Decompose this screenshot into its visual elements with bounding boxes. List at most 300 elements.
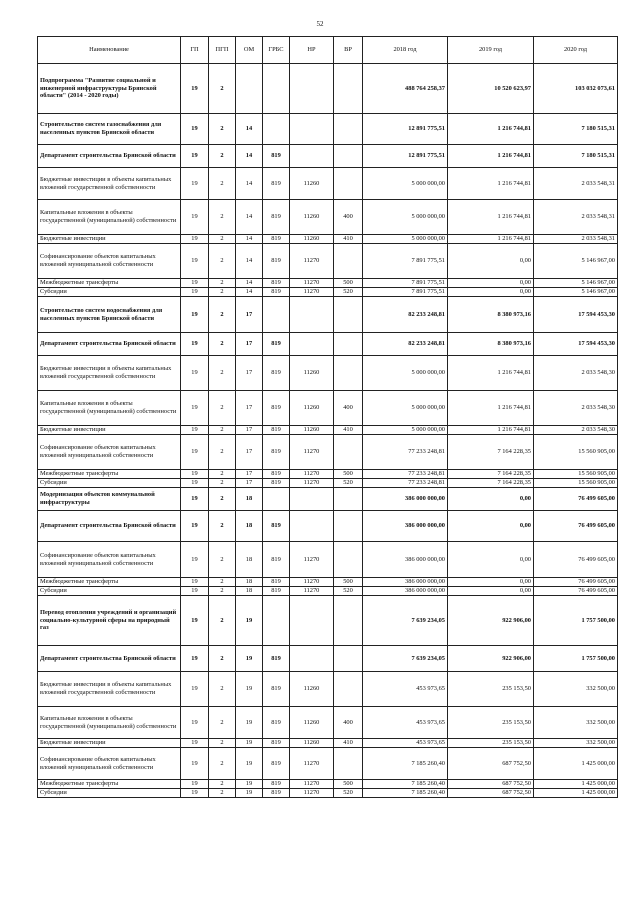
cell-nr: 11270 [290, 748, 334, 780]
cell-grbs: 819 [263, 780, 290, 789]
cell-grbs: 819 [263, 426, 290, 435]
cell-name: Бюджетные инвестиции [38, 426, 181, 435]
table-row [38, 707, 618, 739]
cell-nr [290, 145, 334, 168]
cell-nr: 11270 [290, 470, 334, 479]
table-row [38, 596, 618, 646]
cell-nr [290, 114, 334, 145]
cell-2018: 7 891 775,51 [363, 279, 448, 288]
cell-pgp: 2 [209, 288, 236, 297]
cell-2018: 5 000 000,00 [363, 356, 448, 391]
cell-grbs: 819 [263, 435, 290, 470]
cell-om: 19 [236, 672, 263, 707]
cell-2020: 103 032 073,61 [534, 64, 618, 114]
cell-name: Департамент строительства Брянской области [38, 646, 181, 672]
cell-pgp: 2 [209, 542, 236, 578]
cell-name: Бюджетные инвестиции [38, 235, 181, 244]
table-row [38, 488, 618, 511]
cell-2020: 2 033 548,31 [534, 200, 618, 235]
cell-grbs: 819 [263, 470, 290, 479]
cell-vr: 410 [334, 235, 363, 244]
cell-2018: 488 764 258,37 [363, 64, 448, 114]
table-row [38, 288, 618, 297]
cell-2018: 7 185 260,40 [363, 789, 448, 798]
cell-grbs [263, 488, 290, 511]
cell-2019: 1 216 744,81 [448, 356, 534, 391]
cell-2018: 12 891 775,51 [363, 145, 448, 168]
cell-2020: 7 180 515,31 [534, 114, 618, 145]
cell-om: 14 [236, 279, 263, 288]
cell-grbs: 819 [263, 707, 290, 739]
cell-2020: 332 500,00 [534, 672, 618, 707]
cell-2019: 0,00 [448, 578, 534, 587]
cell-2020: 15 560 905,00 [534, 479, 618, 488]
cell-name: Субсидии [38, 288, 181, 297]
cell-grbs: 819 [263, 646, 290, 672]
cell-2018: 453 973,65 [363, 672, 448, 707]
cell-name: Бюджетные инвестиции в объекты капитальных вложений государственной собственности [38, 356, 181, 391]
cell-gp: 19 [181, 470, 209, 479]
cell-2019: 1 216 744,81 [448, 200, 534, 235]
cell-grbs: 819 [263, 279, 290, 288]
cell-2019: 7 164 228,35 [448, 435, 534, 470]
cell-2020: 5 146 967,00 [534, 288, 618, 297]
cell-grbs: 819 [263, 356, 290, 391]
cell-om: 18 [236, 488, 263, 511]
cell-grbs: 819 [263, 748, 290, 780]
column-header-om: ОМ [236, 37, 263, 64]
cell-2020: 1 425 000,00 [534, 789, 618, 798]
cell-2019: 687 752,50 [448, 789, 534, 798]
table-row [38, 780, 618, 789]
cell-2018: 386 000 000,00 [363, 578, 448, 587]
cell-2018: 77 233 248,81 [363, 470, 448, 479]
table-row [38, 244, 618, 279]
cell-gp: 19 [181, 200, 209, 235]
cell-2018: 5 000 000,00 [363, 235, 448, 244]
cell-nr: 11270 [290, 435, 334, 470]
cell-pgp: 2 [209, 200, 236, 235]
cell-2019: 1 216 744,81 [448, 168, 534, 200]
cell-gp: 19 [181, 333, 209, 356]
cell-om: 19 [236, 596, 263, 646]
cell-pgp: 2 [209, 470, 236, 479]
cell-2020: 76 499 605,00 [534, 578, 618, 587]
cell-2020: 15 560 905,00 [534, 470, 618, 479]
cell-om: 14 [236, 168, 263, 200]
cell-2019: 1 216 744,81 [448, 114, 534, 145]
table-row [38, 435, 618, 470]
cell-2019: 7 164 228,35 [448, 470, 534, 479]
cell-pgp: 2 [209, 235, 236, 244]
cell-2019: 235 153,50 [448, 672, 534, 707]
cell-pgp: 2 [209, 511, 236, 542]
cell-grbs: 819 [263, 511, 290, 542]
cell-vr [334, 542, 363, 578]
cell-2018: 77 233 248,81 [363, 435, 448, 470]
cell-nr: 11260 [290, 200, 334, 235]
cell-nr [290, 333, 334, 356]
cell-vr: 500 [334, 780, 363, 789]
cell-2020: 2 033 548,31 [534, 168, 618, 200]
table-row [38, 672, 618, 707]
cell-name: Департамент строительства Брянской области [38, 511, 181, 542]
cell-name: Межбюджетные трансферты [38, 578, 181, 587]
cell-pgp: 2 [209, 279, 236, 288]
cell-name: Субсидии [38, 479, 181, 488]
cell-vr: 500 [334, 279, 363, 288]
table-row [38, 333, 618, 356]
cell-om: 19 [236, 707, 263, 739]
cell-name: Модернизация объектов коммунальной инфраструктуры [38, 488, 181, 511]
cell-om: 17 [236, 356, 263, 391]
column-header-pgp: ПГП [209, 37, 236, 64]
table-row [38, 470, 618, 479]
cell-grbs: 819 [263, 168, 290, 200]
cell-name: Капитальные вложения в объекты государственной (муниципальной) собственности [38, 707, 181, 739]
cell-gp: 19 [181, 426, 209, 435]
cell-2019: 0,00 [448, 542, 534, 578]
cell-2020: 76 499 605,00 [534, 511, 618, 542]
table-row [38, 297, 618, 333]
cell-name: Бюджетные инвестиции в объекты капитальных вложений государственной собственности [38, 672, 181, 707]
table-row [38, 578, 618, 587]
cell-2020: 5 146 967,00 [534, 244, 618, 279]
cell-2020: 76 499 605,00 [534, 587, 618, 596]
cell-2020: 2 033 548,31 [534, 235, 618, 244]
cell-2020: 1 757 500,00 [534, 646, 618, 672]
cell-2018: 7 891 775,51 [363, 244, 448, 279]
cell-om: 19 [236, 739, 263, 748]
cell-vr: 410 [334, 739, 363, 748]
cell-vr [334, 672, 363, 707]
cell-2019: 8 380 973,16 [448, 297, 534, 333]
cell-gp: 19 [181, 780, 209, 789]
cell-vr [334, 297, 363, 333]
column-header-2018: 2018 год [363, 37, 448, 64]
cell-2019: 922 906,00 [448, 596, 534, 646]
cell-2018: 386 000 000,00 [363, 488, 448, 511]
cell-grbs: 819 [263, 200, 290, 235]
cell-name: Строительство систем газоснабжения для населенных пунктов Брянской области [38, 114, 181, 145]
cell-vr [334, 646, 363, 672]
cell-2018: 77 233 248,81 [363, 479, 448, 488]
cell-pgp: 2 [209, 739, 236, 748]
cell-name: Софинансирование объектов капитальных вложений муниципальной собственности [38, 748, 181, 780]
cell-nr: 11260 [290, 235, 334, 244]
cell-2019: 1 216 744,81 [448, 426, 534, 435]
cell-om: 17 [236, 470, 263, 479]
cell-om: 14 [236, 288, 263, 297]
cell-gp: 19 [181, 646, 209, 672]
cell-pgp: 2 [209, 707, 236, 739]
cell-gp: 19 [181, 789, 209, 798]
cell-vr: 520 [334, 789, 363, 798]
cell-om [236, 64, 263, 114]
cell-nr: 11270 [290, 542, 334, 578]
table-row [38, 542, 618, 578]
cell-vr [334, 596, 363, 646]
table-row [38, 426, 618, 435]
cell-gp: 19 [181, 511, 209, 542]
cell-2019: 7 164 228,35 [448, 479, 534, 488]
cell-gp: 19 [181, 488, 209, 511]
cell-2019: 0,00 [448, 488, 534, 511]
cell-2018: 12 891 775,51 [363, 114, 448, 145]
cell-2019: 10 520 623,97 [448, 64, 534, 114]
table-row [38, 587, 618, 596]
cell-2020: 1 757 500,00 [534, 596, 618, 646]
column-header-2020: 2020 год [534, 37, 618, 64]
cell-pgp: 2 [209, 672, 236, 707]
cell-2019: 1 216 744,81 [448, 391, 534, 426]
cell-vr [334, 356, 363, 391]
cell-om: 17 [236, 426, 263, 435]
cell-nr: 11270 [290, 587, 334, 596]
cell-nr: 11260 [290, 707, 334, 739]
cell-om: 19 [236, 646, 263, 672]
cell-2020: 76 499 605,00 [534, 542, 618, 578]
table-row [38, 64, 618, 114]
table-row [38, 145, 618, 168]
cell-pgp: 2 [209, 578, 236, 587]
cell-2019: 1 216 744,81 [448, 145, 534, 168]
cell-grbs: 819 [263, 244, 290, 279]
cell-2020: 76 499 605,00 [534, 488, 618, 511]
cell-2020: 1 425 000,00 [534, 780, 618, 789]
table-row [38, 114, 618, 145]
cell-vr [334, 145, 363, 168]
cell-grbs [263, 596, 290, 646]
cell-2018: 5 000 000,00 [363, 426, 448, 435]
cell-gp: 19 [181, 707, 209, 739]
cell-2020: 1 425 000,00 [534, 748, 618, 780]
cell-pgp: 2 [209, 356, 236, 391]
cell-vr: 520 [334, 587, 363, 596]
cell-om: 17 [236, 297, 263, 333]
table-row [38, 748, 618, 780]
cell-gp: 19 [181, 479, 209, 488]
cell-om: 14 [236, 235, 263, 244]
cell-2019: 1 216 744,81 [448, 235, 534, 244]
table-row [38, 279, 618, 288]
cell-2018: 5 000 000,00 [363, 391, 448, 426]
cell-om: 19 [236, 748, 263, 780]
cell-gp: 19 [181, 739, 209, 748]
cell-nr [290, 488, 334, 511]
cell-gp: 19 [181, 235, 209, 244]
cell-gp: 19 [181, 435, 209, 470]
cell-2020: 332 500,00 [534, 739, 618, 748]
cell-gp: 19 [181, 542, 209, 578]
cell-gp: 19 [181, 748, 209, 780]
cell-2018: 453 973,65 [363, 739, 448, 748]
cell-vr [334, 488, 363, 511]
cell-grbs: 819 [263, 145, 290, 168]
cell-nr: 11260 [290, 391, 334, 426]
table-row [38, 646, 618, 672]
cell-om: 18 [236, 578, 263, 587]
cell-gp: 19 [181, 145, 209, 168]
cell-nr: 11270 [290, 789, 334, 798]
cell-gp: 19 [181, 578, 209, 587]
cell-pgp: 2 [209, 479, 236, 488]
cell-name: Софинансирование объектов капитальных вложений муниципальной собственности [38, 244, 181, 279]
cell-name: Межбюджетные трансферты [38, 470, 181, 479]
column-header-2019: 2019 год [448, 37, 534, 64]
cell-vr: 410 [334, 426, 363, 435]
cell-2019: 0,00 [448, 244, 534, 279]
cell-om: 17 [236, 333, 263, 356]
cell-2018: 7 891 775,51 [363, 288, 448, 297]
cell-om: 18 [236, 587, 263, 596]
cell-nr: 11270 [290, 578, 334, 587]
table-row [38, 391, 618, 426]
cell-grbs [263, 114, 290, 145]
cell-grbs: 819 [263, 479, 290, 488]
cell-2020: 2 033 548,30 [534, 426, 618, 435]
budget-table [37, 36, 618, 798]
cell-grbs: 819 [263, 235, 290, 244]
cell-2018: 82 233 248,81 [363, 333, 448, 356]
cell-vr [334, 333, 363, 356]
cell-gp: 19 [181, 114, 209, 145]
cell-vr: 400 [334, 391, 363, 426]
cell-name: Капитальные вложения в объекты государственной (муниципальной) собственности [38, 200, 181, 235]
cell-pgp: 2 [209, 297, 236, 333]
cell-2018: 5 000 000,00 [363, 200, 448, 235]
cell-nr: 11260 [290, 426, 334, 435]
cell-nr [290, 596, 334, 646]
cell-grbs: 819 [263, 333, 290, 356]
cell-name: Софинансирование объектов капитальных вложений муниципальной собственности [38, 435, 181, 470]
cell-name: Бюджетные инвестиции [38, 739, 181, 748]
cell-om: 18 [236, 542, 263, 578]
cell-pgp: 2 [209, 114, 236, 145]
cell-pgp: 2 [209, 587, 236, 596]
column-header-grbs: ГРБС [263, 37, 290, 64]
cell-name: Департамент строительства Брянской области [38, 145, 181, 168]
cell-pgp: 2 [209, 244, 236, 279]
table-row [38, 739, 618, 748]
cell-pgp: 2 [209, 646, 236, 672]
cell-pgp: 2 [209, 145, 236, 168]
cell-grbs [263, 297, 290, 333]
cell-pgp: 2 [209, 596, 236, 646]
cell-pgp: 2 [209, 64, 236, 114]
cell-vr: 520 [334, 288, 363, 297]
cell-grbs: 819 [263, 739, 290, 748]
cell-2019: 235 153,50 [448, 707, 534, 739]
cell-gp: 19 [181, 356, 209, 391]
table-row [38, 479, 618, 488]
cell-vr [334, 114, 363, 145]
cell-name: Перевод отопления учреждений и организаций социально-культурной сферы на природный газ [38, 596, 181, 646]
cell-name: Подпрограмма "Развитие социальной и инженерной инфраструктуры Брянской области" (2014 - 2020 годы) [38, 64, 181, 114]
cell-gp: 19 [181, 596, 209, 646]
cell-2020: 2 033 548,30 [534, 391, 618, 426]
cell-gp: 19 [181, 297, 209, 333]
cell-name: Капитальные вложения в объекты государственной (муниципальной) собственности [38, 391, 181, 426]
cell-vr [334, 244, 363, 279]
cell-nr: 11270 [290, 244, 334, 279]
cell-gp: 19 [181, 288, 209, 297]
cell-2018: 7 185 260,40 [363, 780, 448, 789]
column-header-vr: ВР [334, 37, 363, 64]
cell-nr [290, 646, 334, 672]
cell-om: 14 [236, 244, 263, 279]
cell-nr: 11260 [290, 356, 334, 391]
cell-2019: 922 906,00 [448, 646, 534, 672]
cell-nr [290, 511, 334, 542]
cell-grbs: 819 [263, 288, 290, 297]
cell-pgp: 2 [209, 391, 236, 426]
cell-vr: 400 [334, 200, 363, 235]
cell-grbs: 819 [263, 391, 290, 426]
cell-grbs: 819 [263, 578, 290, 587]
cell-2018: 7 639 234,05 [363, 596, 448, 646]
column-header-name: Наименование [38, 37, 181, 64]
cell-name: Департамент строительства Брянской области [38, 333, 181, 356]
cell-vr: 500 [334, 578, 363, 587]
cell-grbs: 819 [263, 587, 290, 596]
cell-2018: 7 185 260,40 [363, 748, 448, 780]
cell-2019: 687 752,50 [448, 748, 534, 780]
cell-2018: 386 000 000,00 [363, 587, 448, 596]
cell-om: 14 [236, 200, 263, 235]
cell-pgp: 2 [209, 168, 236, 200]
table-row [38, 356, 618, 391]
cell-om: 18 [236, 511, 263, 542]
cell-om: 17 [236, 479, 263, 488]
cell-vr [334, 748, 363, 780]
cell-gp: 19 [181, 64, 209, 114]
cell-om: 19 [236, 789, 263, 798]
cell-gp: 19 [181, 391, 209, 426]
cell-2020: 5 146 967,00 [534, 279, 618, 288]
cell-2018: 5 000 000,00 [363, 168, 448, 200]
cell-2020: 2 033 548,30 [534, 356, 618, 391]
table-row [38, 168, 618, 200]
cell-gp: 19 [181, 279, 209, 288]
cell-vr [334, 64, 363, 114]
cell-pgp: 2 [209, 789, 236, 798]
table-row [38, 235, 618, 244]
cell-nr: 11260 [290, 168, 334, 200]
cell-2019: 8 380 973,16 [448, 333, 534, 356]
cell-2018: 386 000 000,00 [363, 542, 448, 578]
cell-nr: 11260 [290, 672, 334, 707]
cell-vr: 500 [334, 470, 363, 479]
cell-om: 19 [236, 780, 263, 789]
column-header-nr: НР [290, 37, 334, 64]
cell-grbs: 819 [263, 789, 290, 798]
cell-om: 17 [236, 435, 263, 470]
cell-name: Субсидии [38, 789, 181, 798]
cell-nr: 11270 [290, 288, 334, 297]
cell-vr: 520 [334, 479, 363, 488]
cell-nr: 11260 [290, 739, 334, 748]
cell-vr [334, 511, 363, 542]
cell-pgp: 2 [209, 780, 236, 789]
table-header-row [38, 37, 618, 64]
cell-gp: 19 [181, 672, 209, 707]
cell-om: 14 [236, 145, 263, 168]
cell-nr [290, 297, 334, 333]
cell-pgp: 2 [209, 426, 236, 435]
cell-nr: 11270 [290, 780, 334, 789]
cell-2020: 17 594 453,30 [534, 297, 618, 333]
